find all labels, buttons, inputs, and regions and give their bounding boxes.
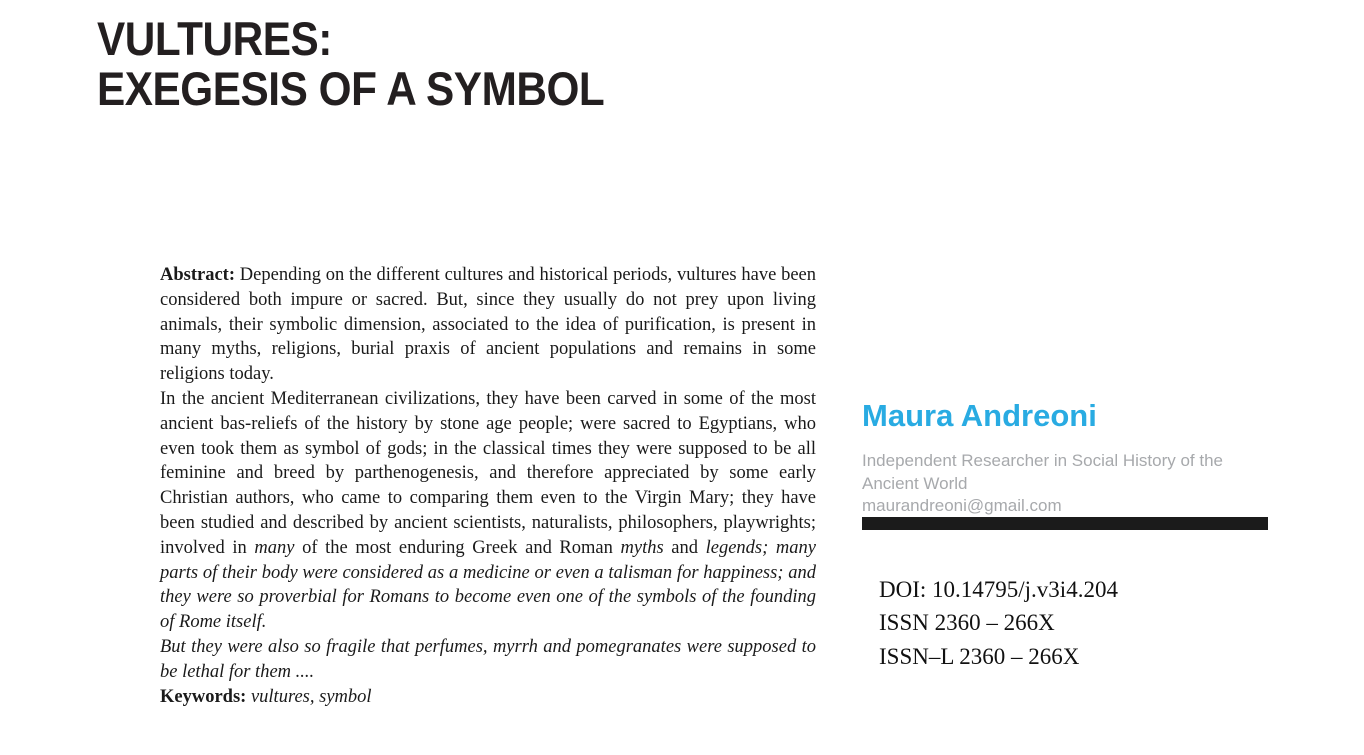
doi-line: DOI: 10.14795/j.v3i4.204 — [879, 577, 1118, 602]
article-title-line-1: VULTURES: — [97, 12, 332, 65]
article-title-line-2: EXEGESIS OF A SYMBOL — [97, 62, 605, 115]
abstract-paragraph: In the ancient Mediterranean civilizations, they have been carved in some of the most ancient bas-reliefs of the history by stone age people; were sacred to Egyptians, who even took them as symbol of gods; in the classical times they were supposed to be all feminine and breed by parthenogenesis, and therefore appreciated by some early Christian authors, who came to comparing them even to the Virgin Mary; they have been studied and described by ancient scientists, naturalists, philosophers, playwrights; involved in many of the most enduring Greek and Roman myths and legends; many parts of their body were considered as a medicine or even a talisman for happiness; and they were so proverbial for Romans to become even one of the symbols of the founding of Rome itself. — [160, 388, 816, 633]
author-name: Maura Andreoni — [862, 398, 1097, 433]
abstract-paragraph: Abstract: Depending on the different cultures and historical periods, vultures have been considered both impure or sacred. But, since they usually do not prey upon living animals, their symbolic dimension, associated to the idea of purification, is present in many myths, religions, burial praxis of ancient populations and remains in some religions today. — [160, 265, 816, 385]
article-title — [97, 14, 604, 114]
divider-bar — [862, 517, 1268, 530]
issn-l-line: ISSN–L 2360 – 266X — [879, 643, 1080, 669]
abstract-paragraph: But they were also so fragile that perfumes, myrrh and pomegranates were supposed to be lethal for them .... — [160, 636, 816, 682]
author-email: maurandreoni@gmail.com — [862, 496, 1062, 515]
author-affiliation: Independent Researcher in Social History of the Ancient World — [862, 451, 1223, 493]
abstract-paragraph: Keywords: vultures, symbol — [160, 686, 372, 707]
issn-line: ISSN 2360 – 266X — [879, 610, 1055, 636]
identifiers-block — [879, 573, 1118, 673]
abstract-text — [160, 263, 816, 709]
